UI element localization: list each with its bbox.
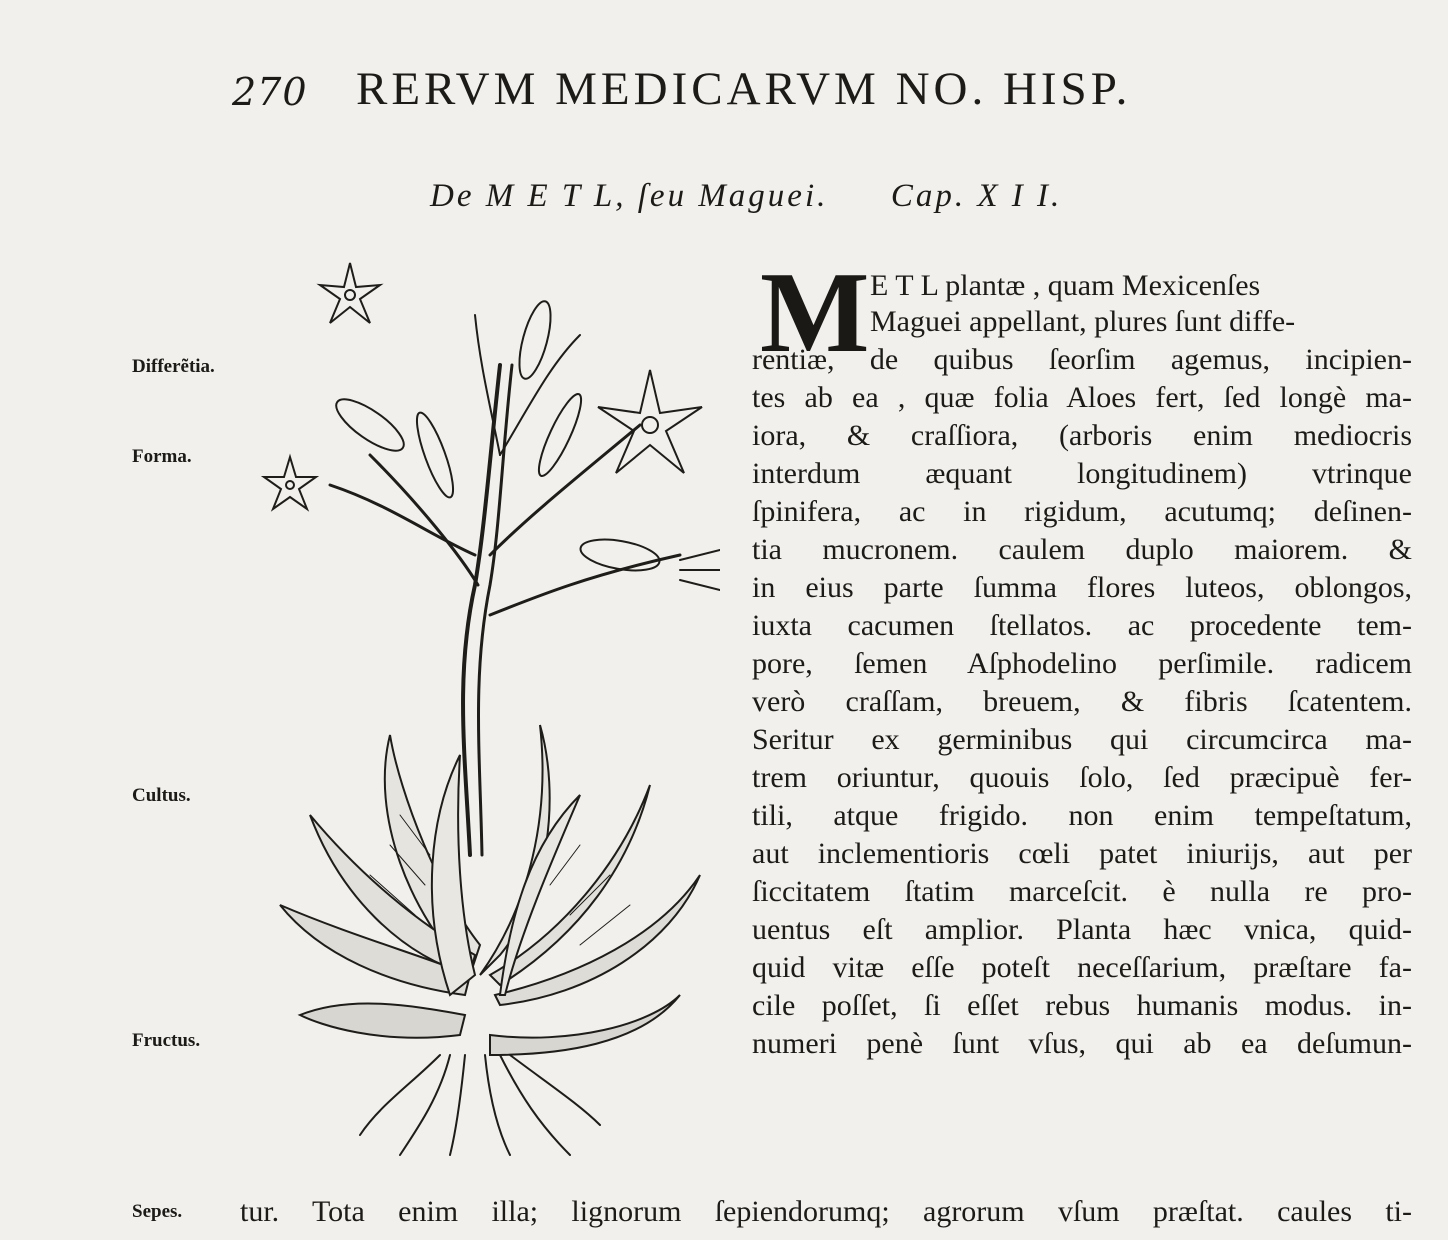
body-line: ſiccitatem ſtatim marceſcit. è nulla re pro-	[752, 875, 1412, 908]
margin-note-forma: Forma.	[132, 446, 192, 467]
body-line: pore, ſemen Aſphodelino perſimile. radicem	[752, 647, 1412, 680]
body-full-width-line: tur. Tota enim illa; lignorum ſepiendorumq; agrorum vſum præſtat. caules ti-	[240, 1195, 1412, 1228]
chapter-name: M E T L,	[485, 178, 627, 214]
body-line: ſpinifera, ac in rigidum, acutumq; deſinen-	[752, 495, 1412, 528]
body-line: verò craſſam, breuem, & fibris ſcatentem.	[752, 685, 1412, 718]
running-title: RERVM MEDICARVM NO. HISP.	[356, 63, 1132, 115]
body-line: E T L plantæ , quam Mexicenſes	[870, 269, 1261, 302]
body-line: iuxta cacumen ſtellatos. ac procedente tem-	[752, 609, 1412, 642]
body-line: iora, & craſſiora, (arboris enim mediocris	[752, 419, 1412, 452]
body-line: interdum æquant longitudinem) vtrinque	[752, 457, 1412, 490]
body-line: uentus eſt amplior. Planta hæc vnica, quid-	[752, 913, 1412, 946]
margin-note-sepes: Sepes.	[132, 1201, 183, 1222]
body-line: quid vitæ eſſe poteſt neceſſarium, præſtare fa-	[752, 951, 1412, 984]
maguey-plant-woodcut	[250, 255, 720, 1160]
chapter-alt-name: ſeu Maguei.	[637, 178, 829, 214]
body-line: in eius parte ſumma flores luteos, oblongos,	[752, 571, 1412, 604]
body-line: rentiæ, de quibus ſeorſim agemus, incipien-	[752, 343, 1412, 376]
body-line: numeri penè ſunt vſus, qui ab ea deſumun-	[752, 1027, 1412, 1060]
page-number: 270	[232, 70, 308, 114]
chapter-prefix: De	[430, 178, 475, 214]
chapter-number: Cap. X I I.	[890, 178, 1063, 214]
margin-note-cultus: Cultus.	[132, 785, 191, 806]
body-line: aut inclementioris cœli patet iniurijs, aut per	[752, 837, 1412, 870]
chapter-title	[430, 178, 1062, 215]
body-line: Maguei appellant, plures ſunt diffe-	[870, 305, 1296, 338]
body-line: tili, atque frigido. non enim tempeſtatum,	[752, 799, 1412, 832]
margin-note-fructus: Fructus.	[132, 1030, 201, 1051]
body-line: cile poſſet, ſi eſſet rebus humanis modus. in-	[752, 989, 1412, 1022]
body-line: Seritur ex germinibus qui circumcirca ma-	[752, 723, 1412, 756]
body-line: trem oriuntur, quouis ſolo, ſed præcipuè fer-	[752, 761, 1412, 794]
body-line: tia mucronem. caulem duplo maiorem. &	[752, 533, 1412, 566]
body-line: tes ab ea , quæ folia Aloes fert, ſed longè ma-	[752, 381, 1412, 414]
drop-cap: M	[760, 249, 870, 377]
margin-note-differentia: Differẽtia.	[132, 356, 215, 377]
